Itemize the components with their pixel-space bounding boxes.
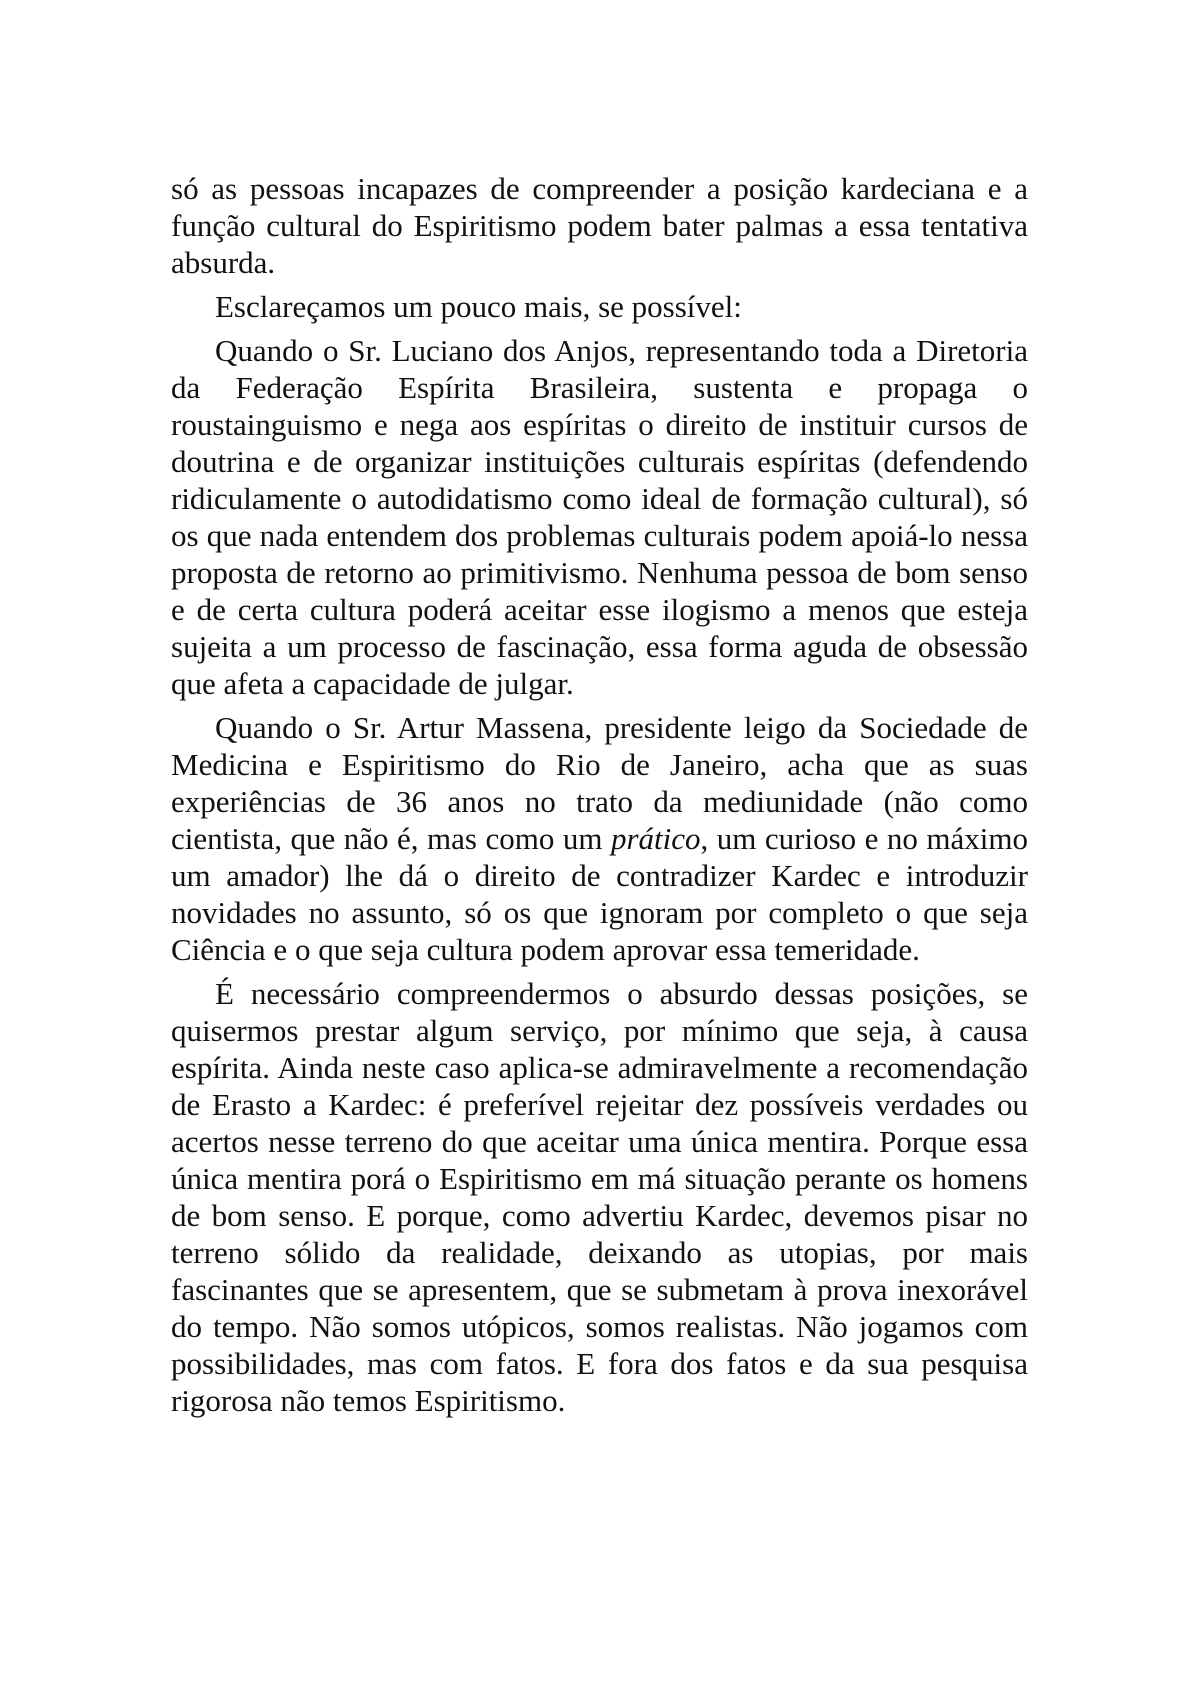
paragraph-continuation: só as pessoas incapazes de compreender a posição kardeciana e a função cultural do Espiritismo podem bater palmas a essa tentativa absurda. <box>171 171 1028 280</box>
italic-term: prático <box>610 821 701 856</box>
paragraph-artur-massena <box>171 709 1028 968</box>
paragraph-artur-massena-text-a: Quando o Sr. Artur Massena, presidente leigo da Sociedade de Medicina e Espiritismo do Rio de Janeiro, acha que as suas experiências de 36 anos no trato da mediunidade (não como cientista, que não é, mas como um <box>171 710 1028 856</box>
body-text <box>171 170 1028 1426</box>
paragraph-artur-massena-text-b: , um curioso e no máximo um amador) lhe dá o direito de contradizer Kardec e introduzir novidades no assunto, só os que ignoram por completo o que seja Ciência e o que seja cultura podem aprovar essa temeridade. <box>171 821 1028 967</box>
paragraph-clarification: Esclareçamos um pouco mais, se possível: <box>215 289 742 324</box>
paragraph-luciano-dos-anjos: Quando o Sr. Luciano dos Anjos, representando toda a Diretoria da Federação Espírita Brasileira, sustenta e propaga o roustainguismo e nega aos espíritas o direito de instituir cursos de doutrina e de organizar instituições culturais espíritas (defendendo ridiculamente o autodidatismo como ideal de formação cultural), só os que nada entendem dos problemas culturais podem apoiá-lo nessa proposta de retorno ao primitivismo. Nenhuma pessoa de bom senso e de certa cultura poderá aceitar esse ilogismo a menos que esteja sujeita a um processo de fascinação, essa forma aguda de obsessão que afeta a capacidade de julgar. <box>171 333 1028 701</box>
paragraph-conclusion: É necessário compreendermos o absurdo dessas posições, se quisermos prestar algum serviço, por mínimo que seja, à causa espírita. Ainda neste caso aplica-se admiravelmente a recomendação de Erasto a Kardec: é preferível rejeitar dez possíveis verdades ou acertos nesse terreno do que aceitar uma única mentira. Porque essa única mentira porá o Espiritismo em má situação perante os homens de bom senso. E porque, como advertiu Kardec, devemos pisar no terreno sólido da realidade, deixando as utopias, por mais fascinantes que se apresentem, que se submetam à prova inexorável do tempo. Não somos utópicos, somos realistas. Não jogamos com possibilidades, mas com fatos. E fora dos fatos e da sua pesquisa rigorosa não temos Espiritismo. <box>171 976 1028 1418</box>
